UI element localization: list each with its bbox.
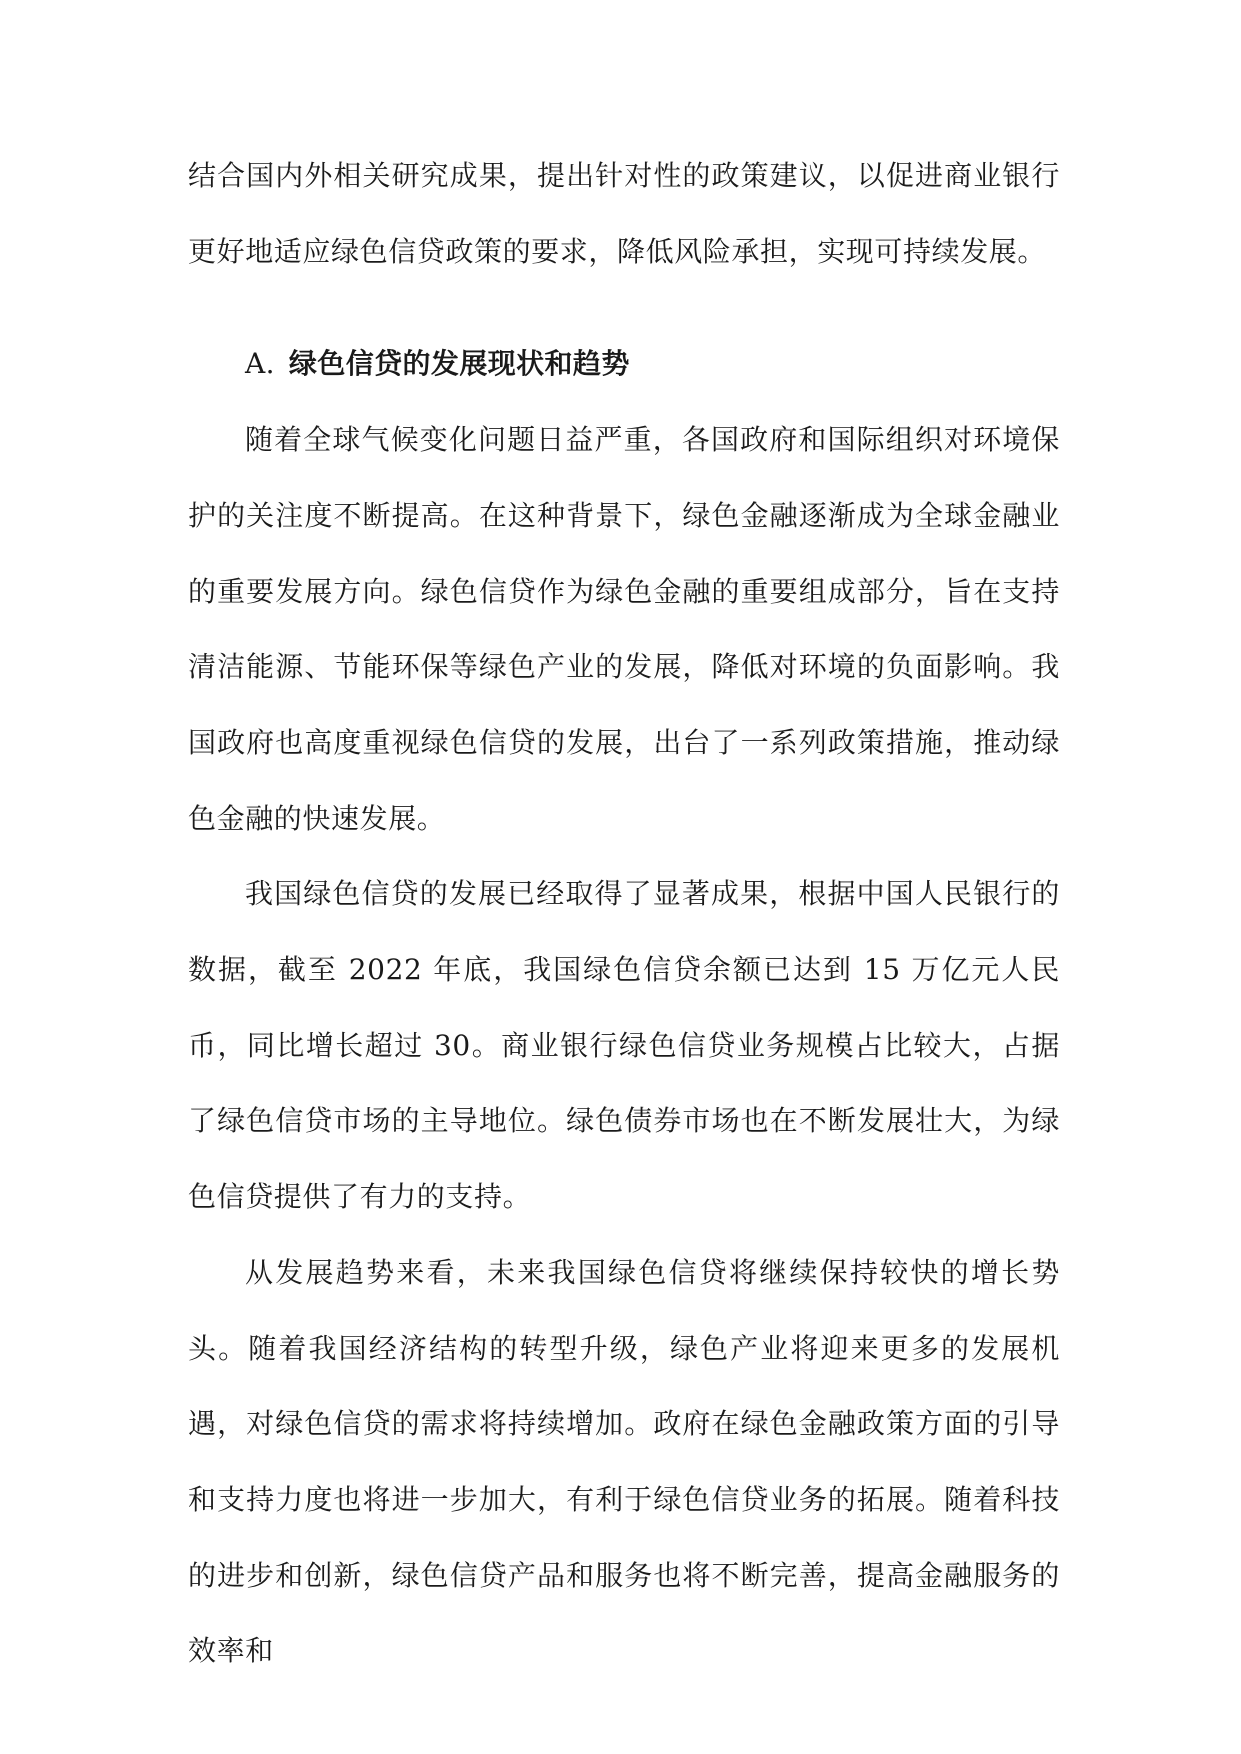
document-body <box>188 138 1060 1689</box>
paragraph-2: 我国绿色信贷的发展已经取得了显著成果，根据中国人民银行的数据，截至 2022 年底，我国绿色信贷余额已达到 15 万亿元人民币，同比增长超过 30。商业银行绿色信贷业务规模占比较大，占据了绿色信贷市场的主导地位。绿色债券市场也在不断发展壮大，为绿色信贷提供了有力的支持。 <box>188 877 1060 1214</box>
paragraph-3: 从发展趋势来看，未来我国绿色信贷将继续保持较快的增长势头。随着我国经济结构的转型升级，绿色产业将迎来更多的发展机遇，对绿色信贷的需求将持续增加。政府在绿色金融政策方面的引导和支持力度也将进一步加大，有利于绿色信贷业务的拓展。随着科技的进步和创新，绿色信贷产品和服务也将不断完善，提高金融服务的效率和 <box>188 1255 1060 1668</box>
section-spacer <box>188 289 1060 326</box>
paragraph-intro: 结合国内外相关研究成果，提出针对性的政策建议，以促进商业银行更好地适应绿色信贷政策的要求，降低风险承担，实现可持续发展。 <box>188 159 1060 268</box>
paragraph-1: 随着全球气候变化问题日益严重，各国政府和国际组织对环境保护的关注度不断提高。在这种背景下，绿色金融逐渐成为全球金融业的重要发展方向。绿色信贷作为绿色金融的重要组成部分，旨在支持清洁能源、节能环保等绿色产业的发展，降低对环境的负面影响。我国政府也高度重视绿色信贷的发展，出台了一系列政策措施，推动绿色金融的快速发展。 <box>188 423 1060 835</box>
section-number: A. <box>245 347 275 381</box>
section-title: 绿色信贷的发展现状和趋势 <box>288 347 630 381</box>
section-heading <box>188 326 1060 402</box>
